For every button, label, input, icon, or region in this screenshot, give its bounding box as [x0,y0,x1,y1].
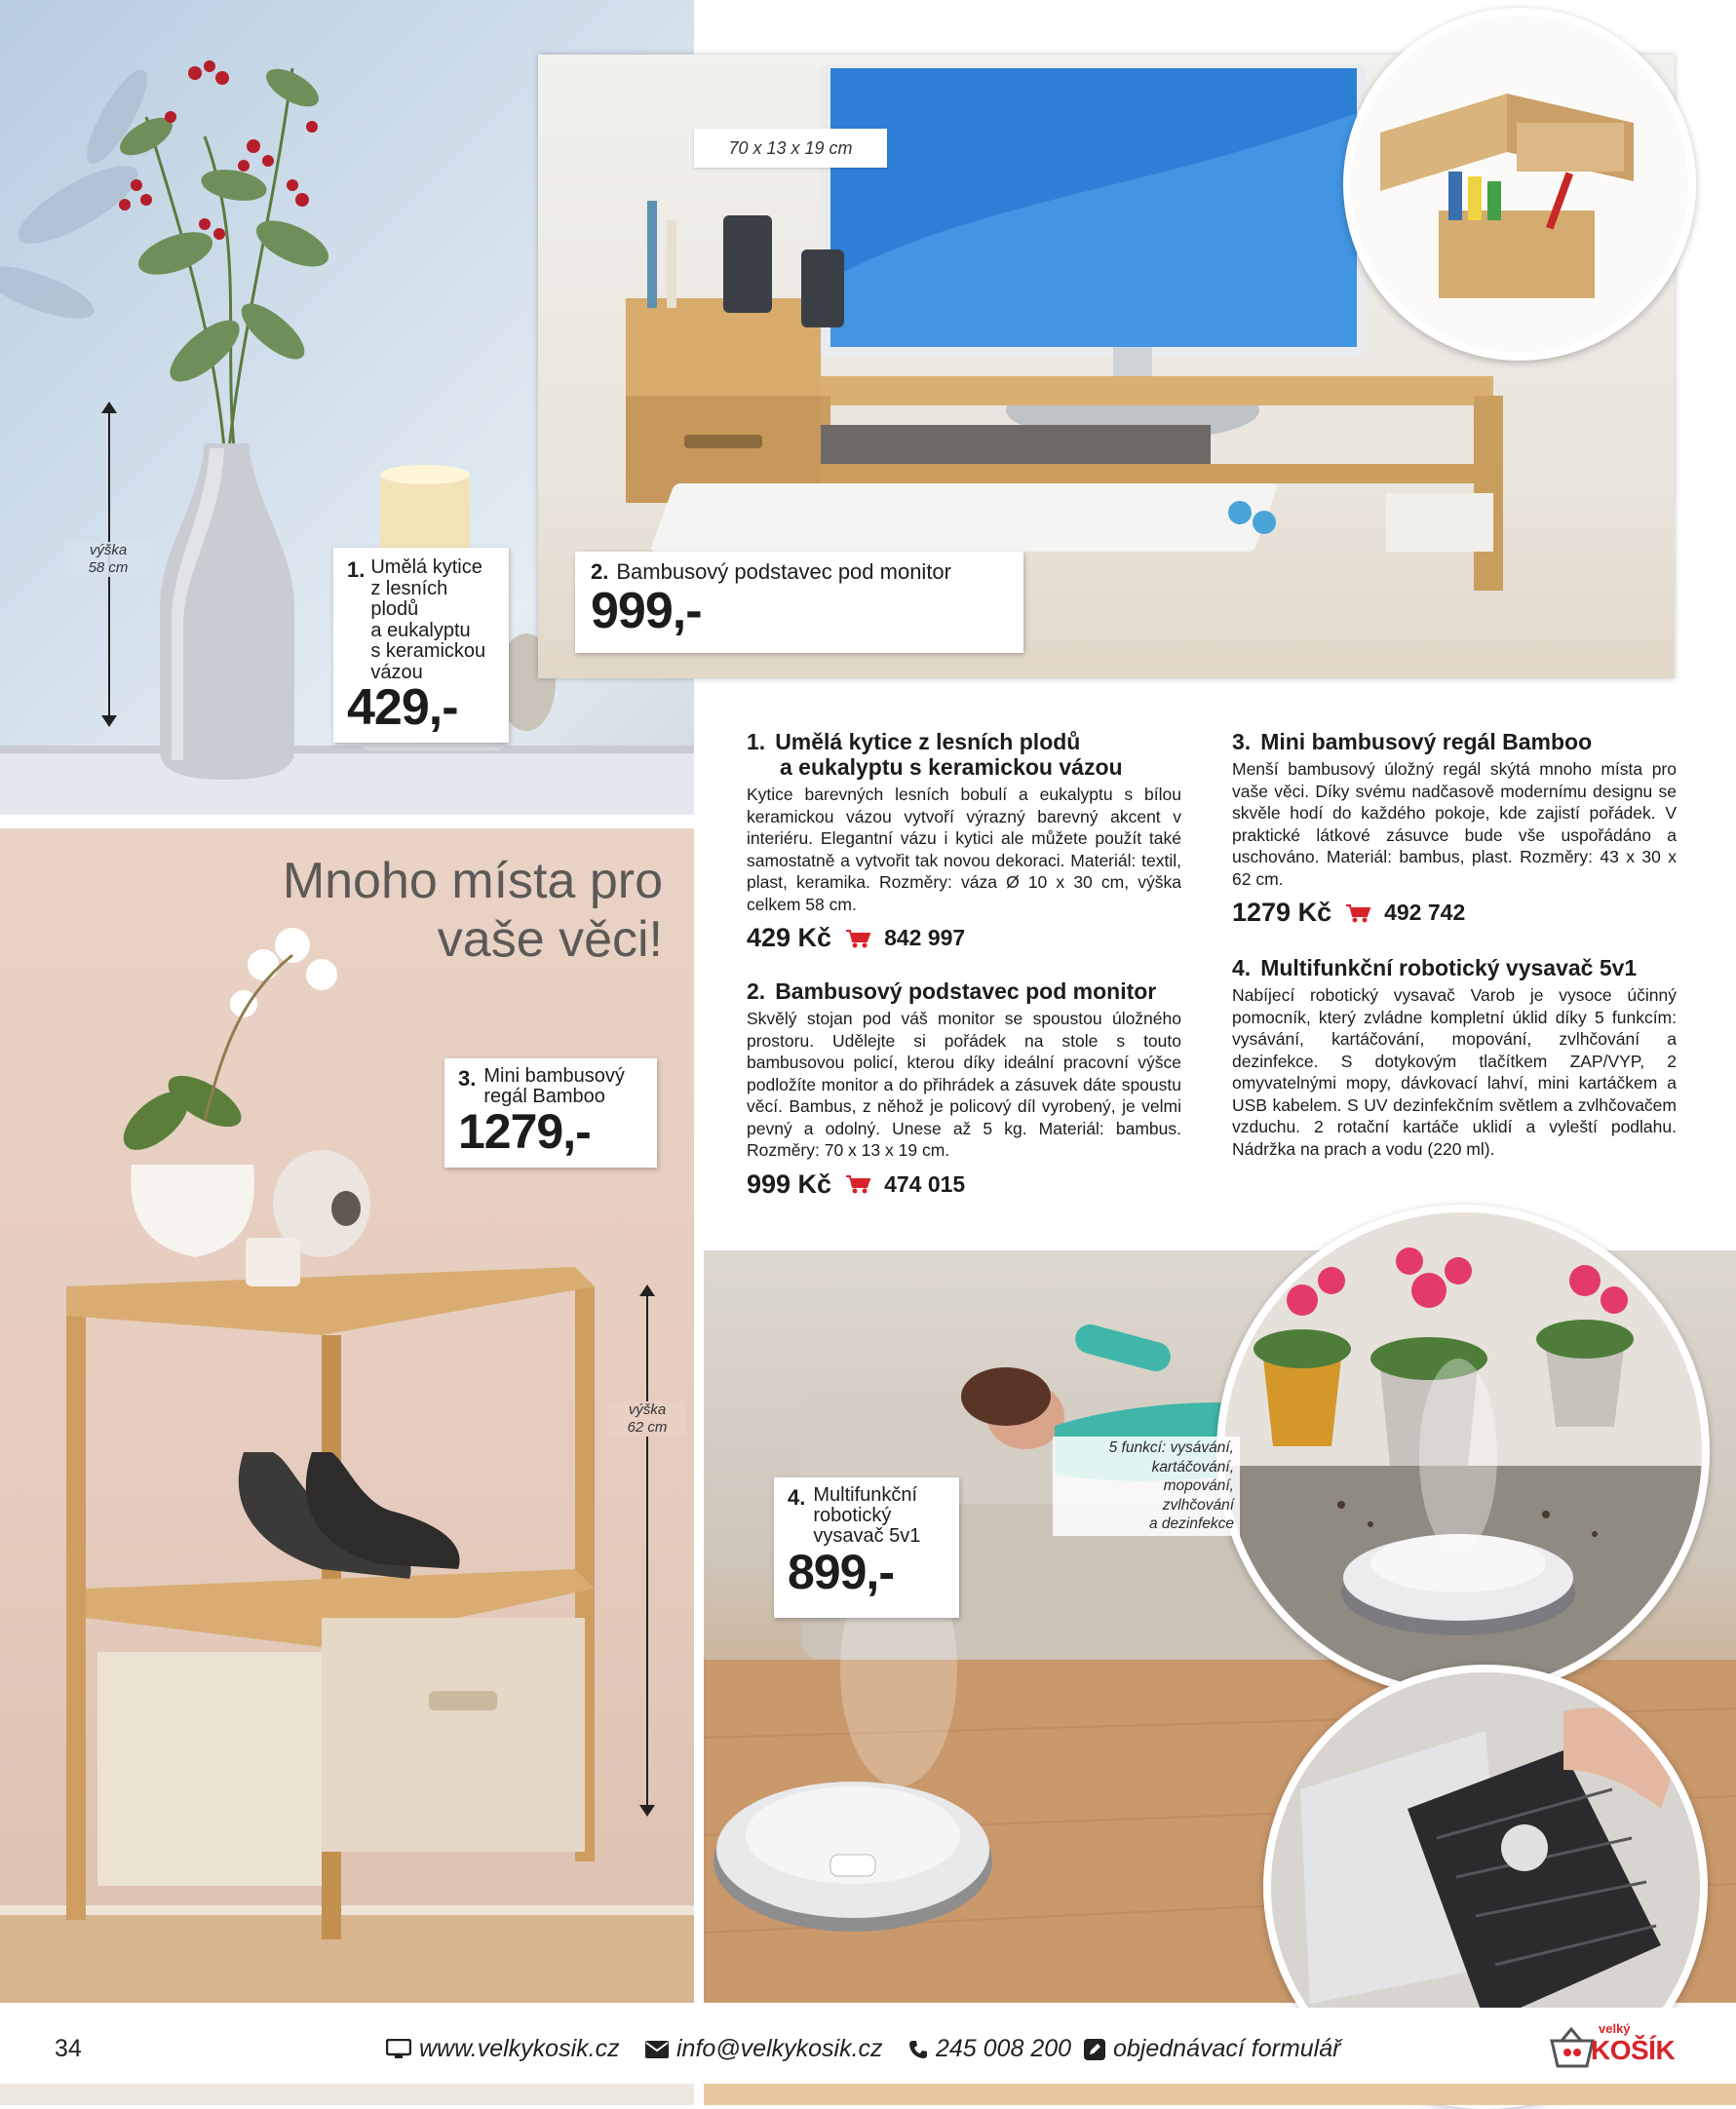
tag-3-line: regál Bamboo [483,1086,605,1107]
tag-2-price: 999,- [591,583,702,639]
tag-3-price: 1279,- [458,1104,591,1159]
product-1-title-line: a eukalyptu s keramickou vázou [780,754,1123,780]
headline-line-1: Mnoho místa pro [282,853,663,909]
arrow-down-icon [101,715,117,727]
headline [234,852,663,969]
product-1-price: 429 Kč [747,923,832,952]
product-3-price: 1279 Kč [1232,898,1332,927]
cart-icon[interactable] [1345,903,1370,923]
shelf-height-label [608,1401,686,1437]
product-description-3 [1232,729,1677,928]
cart-icon[interactable] [845,929,870,948]
product-2-title [747,978,1181,1004]
product-2-desc: Skvělý stojan pod váš monitor se spoustou úložného prostoru. Udělejte si pořádek na stole s touto bambusovou policí, kterou díky ideální pracovní výšce podložíte monitor a do přihrádek a zásuvek dáte spoustu věcí. Bambus, z něhož je policový díl vyrobený, je velmi pevný a odolný. Unese až 5 kg. Materiál: bambus. Rozměry: 70 x 13 x 19 cm. [747,1009,1181,1160]
monitor-icon [386,2039,411,2060]
product-3-title-line: Mini bambusový regál Bamboo [1260,729,1593,754]
price-tag-1[interactable] [333,548,509,743]
tag-1-price: 429,- [347,679,458,736]
shelf-height-line [646,1292,648,1809]
arrow-up-icon [639,1285,655,1296]
price-tag-3[interactable] [444,1058,657,1168]
vase-height-label [64,542,152,577]
footer-email-link[interactable] [645,2035,883,2063]
product-3-title [1232,729,1677,754]
tag-4-line: vysavač 5v1 [813,1525,921,1547]
basket-logo-icon [1548,2027,1597,2072]
footer-web-text: www.velkykosik.cz [419,2035,620,2062]
page-footer [0,2008,1736,2084]
product-2-price: 999 Kč [747,1169,832,1199]
tag-1-line: Umělá kytice [370,556,482,578]
product-3-desc: Menší bambusový úložný regál skýtá mnoho místa pro vaše věci. Díky svému nadčasově modernímu designu se skvěle hodí do každého pokoje, kde zajistí pořádek. V praktické látkové zásuvce bude vše uspořádáno a uschováno. Materiál: bambus, plast. Rozměry: 43 x 30 x 62 cm. [1232,759,1677,889]
tag-1-line: z lesních [370,577,448,599]
tag-4-price: 899,- [788,1545,894,1599]
product-1-desc: Kytice barevných lesních bobulí a eukalyptu s bílou keramickou vázou vytvoří výrazný barevný akcent v interiéru. Elegantní vázu i kytici ale můžete použít také samostatně a vytvořit tak novou dekoraci. Materiál: textil, plast, keramika. Rozměry: váza Ø 10 x 30 cm, výška celkem 58 cm. [747,785,1181,914]
product-4-title [1232,955,1677,980]
product-3-number: 3. [1232,729,1252,754]
product-1-code[interactable]: 842 997 [884,925,966,950]
footer-web-link[interactable] [386,2035,620,2063]
footer-form-text: objednávací formulář [1113,2035,1341,2062]
page-number: 34 [55,2035,82,2062]
tag-2-name: Bambusový podstavec pod monitor [616,559,951,584]
tag-4-number: 4. [788,1485,806,1510]
shelf-illustration [0,828,694,2003]
product-1-priceline [747,923,1181,953]
product-2-priceline [747,1170,1181,1200]
tag-1-number: 1. [347,557,366,582]
product-4-desc: Nabíjecí robotický vysavač Varob je vysoce účinný pomocník, který zvládne kompletní úklid díky 5 funkcím: vysávání, kartáčování, mopování, zvlhčování a dezinfekce. S dotykovým tlačítkem ZAP/VYP, 2 omyvatelnými mopy, dávkovací lahví, mini kartáčkem a USB kabelem. S UV dezinfekčním světlem a zvlhčovačem vzduchu. 2 rotační kartáče uklidí a vyleští podlahu. Nádržka na prach a vodu (220 ml). [1232,985,1677,1159]
product-4-number: 4. [1232,955,1252,980]
envelope-icon [645,2041,669,2058]
footer-phone-text: 245 008 200 [936,2035,1072,2062]
arrow-down-icon [639,1805,655,1817]
monitor-dimensions-label: 70 x 13 x 19 cm [694,129,887,168]
caption-line: 5 funkcí: vysávání, [1108,1439,1234,1456]
inset-stand-detail [1343,8,1696,361]
robot-functions-caption [1053,1437,1240,1536]
footer-phone-link[interactable] [908,2035,1071,2063]
velky-kosik-logo[interactable] [1548,2021,1684,2076]
footer-email-text: info@velkykosik.cz [676,2035,883,2062]
price-tag-4[interactable] [774,1477,959,1618]
form-icon [1084,2039,1105,2060]
product-description-4 [1232,955,1677,1160]
shelf-height-value: 62 cm [627,1419,668,1436]
product-2-title-line: Bambusový podstavec pod monitor [775,978,1157,1004]
tag-3-line: Mini bambusový [483,1065,625,1087]
arrow-up-icon [101,402,117,413]
robot-plants-illustration [1224,1212,1702,1690]
product-4-title-line: Multifunkční robotický vysavač 5v1 [1260,955,1638,980]
product-2-code[interactable]: 474 015 [884,1170,966,1197]
stand-detail-illustration [1351,16,1688,353]
caption-line: a dezinfekce [1148,1515,1234,1532]
next-page-strip-right [704,2084,1736,2105]
price-tag-2[interactable] [575,552,1023,653]
product-description-2 [747,978,1181,1200]
product-1-number: 1. [747,729,766,754]
caption-line: zvlhčování [1162,1496,1234,1514]
product-1-title [747,729,1181,780]
vase-height-word: výška [89,542,128,558]
tag-3-number: 3. [458,1066,477,1091]
caption-line: kartáčování, [1151,1458,1234,1476]
tag-4-line: robotický [813,1505,892,1526]
tag-2-number: 2. [591,559,609,584]
tag-1-line: a eukalyptu [370,619,471,641]
tag-1-line: s keramickou [370,640,486,662]
inset-robot-plants [1216,1205,1710,1698]
product-description-1 [747,729,1181,953]
vase-height-value: 58 cm [88,559,129,576]
tag-4-line: Multifunkční [813,1484,918,1506]
tag-1-line: vázou [370,661,423,683]
next-page-strip-left [0,2084,694,2105]
product-2-number: 2. [747,978,766,1004]
footer-form-link[interactable] [1084,2035,1340,2063]
headline-line-2: vaše věci! [437,911,663,968]
cart-icon[interactable] [845,1174,870,1194]
tag-1-line: plodů [370,598,419,620]
phone-icon [908,2040,928,2059]
product-3-priceline [1232,898,1677,928]
product-3-code[interactable]: 492 742 [1384,900,1466,925]
shelf-height-word: výška [628,1401,667,1418]
logo-small-text: velký [1599,2021,1631,2036]
logo-big-text: KOŠÍK [1591,2035,1676,2065]
photo-bamboo-shelf [0,828,694,2003]
product-1-title-line: Umělá kytice z lesních plodů [775,729,1081,754]
caption-line: mopování, [1163,1477,1234,1494]
